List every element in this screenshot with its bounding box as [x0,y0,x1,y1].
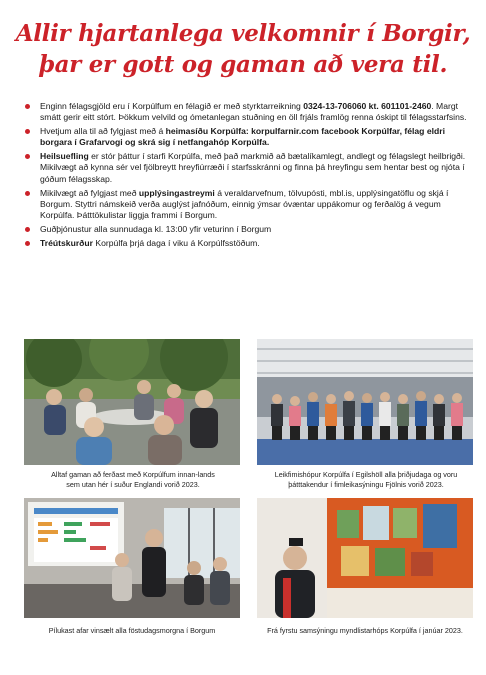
caption-art-exhibition: Frá fyrstu samsýningu myndlistarhóps Korpúlfa í janúar 2023. [267,626,463,635]
bullet-donations: Enginn félagsgjöld eru í Korpúlfum en félagið er með styrktarreikning 0324-13-706060 kt. 601101-2460. Margt smátt gerir eitt stórt. Þökkum velvild og ómetanlegan stuðning en öll frjáls framlög renna óskipt til félagsstarfsins. [24,101,470,123]
photo-travel-england [24,339,240,465]
caption-travel-england: Alltaf gaman að ferðast með Korpúlfum innan-lands sem utan hér í suður Englandi vorið 2023. [51,470,215,489]
info-bullet-list [24,101,470,252]
bullet-dot-icon [25,227,30,232]
bank-account: 0324-13-706060 kt. 601101-2460 [303,101,432,111]
page-title [0,18,486,80]
title-line-1: Allir hjartanlega velkomnir í Borgir, [15,20,471,47]
bullet-information: Mikilvægt að fylgjast með upplýsingastreymi á veraldarvefnum, tölvupósti, mbl.is, upplýsingatöflu og skjá í Borgum. Styttri námskeið verða auglýst jafnóðum, einnig ýmsar óvæntar uppákomur og ferðalög á vegum Korpúlfa. Þátttökulistar liggja frammi í Borgum. [24,188,470,221]
bullet-dot-icon [25,241,30,246]
website-info: heimasíðu Korpúlfa: korpulfarnir.com facebook Korpúlfar, félag eldri borgara í Grafarvogi og skrá sig í netfangahóp Korpúlfa. [40,126,445,148]
bullet-dot-icon [25,129,30,134]
photo-darts [24,498,240,618]
caption-gym-group: Leikfimishópur Korpúlfa í Egilshöll alla þriðjudaga og voru þátttakendur í fimleikasýningu Fjölnis vorið 2023. [274,470,458,489]
title-line-2: þar er gott og gaman að vera til. [38,51,448,78]
bullet-services: Guðþjónustur alla sunnudaga kl. 13:00 yfir veturinn í Borgum [24,224,470,235]
bullet-woodcarving: Tréútskurður Korpúlfa þrjá daga í viku á Korpúlfsstöðum. [24,238,470,249]
bullet-health: Heilsuefling er stór þáttur í starfi Korpúlfa, með það markmið að bætalíkamlegt, andlegt og félagslegt heilbrigði. Mikilvægt að kynna sér vel fjölbreytt hreyfiúrræði í starfsskránni og finna þá hreyfingu sem hentar best og njóta í góðum félagsskap. [24,151,470,184]
photo-art-exhibition [257,498,473,618]
bullet-website: Hvetjum alla til að fylgjast með á heimasíðu Korpúlfa: korpulfarnir.com facebook Korpúlfar, félag eldri borgara í Grafarvogi og skrá sig í netfangahóp Korpúlfa. [24,126,470,148]
photo-gym-group [257,339,473,465]
bullet-dot-icon [25,191,30,196]
bullet-dot-icon [25,104,30,109]
caption-darts: Pílukast afar vinsælt alla föstudagsmorgna í Borgum [48,626,216,635]
bullet-dot-icon [25,154,30,159]
